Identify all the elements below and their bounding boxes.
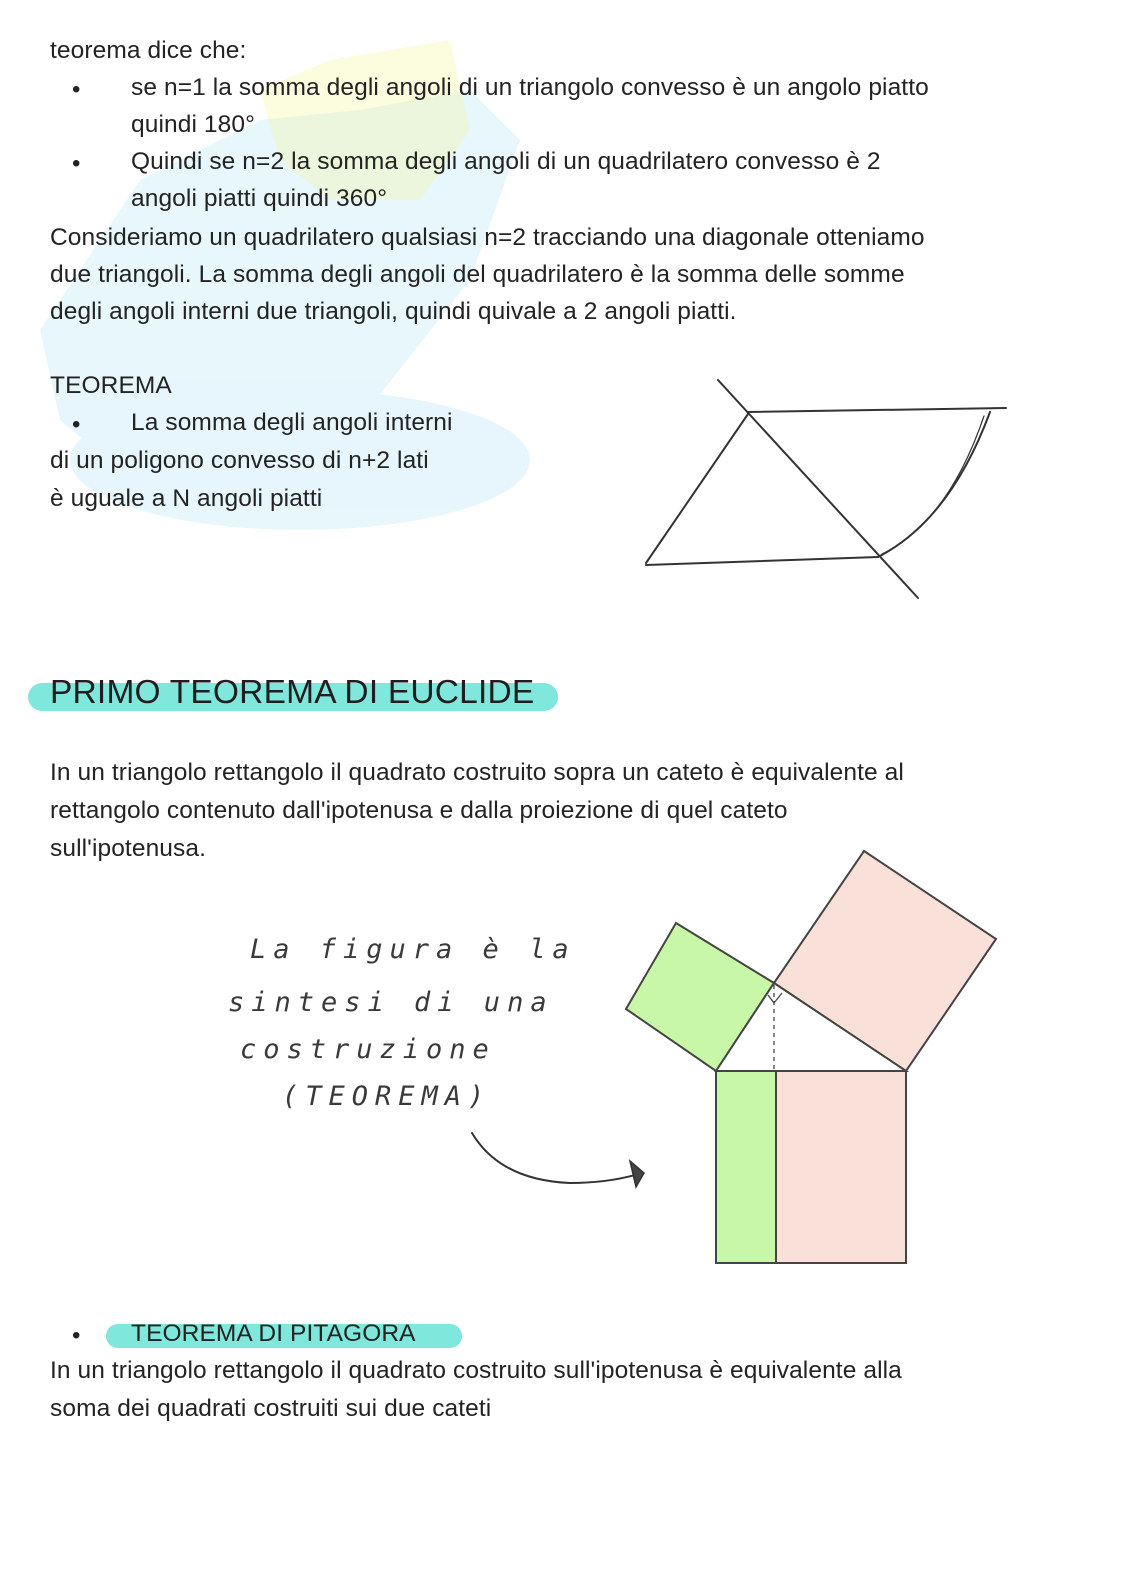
intro-paragraph-line: degli angoli interni due triangoli, quindi quivale a 2 angoli piatti. bbox=[50, 298, 737, 325]
diagram-edge bbox=[646, 414, 748, 563]
teorema-line: è uguale a N angoli piatti bbox=[50, 485, 323, 512]
projection-rect-small bbox=[716, 1071, 776, 1263]
pitagora-line: soma dei quadrati costruiti sui due cateti bbox=[50, 1395, 492, 1422]
intro-paragraph-line: due triangoli. La somma degli angoli del quadrilatero è la somma delle somme bbox=[50, 261, 905, 288]
teorema-heading: TEOREMA bbox=[50, 372, 172, 399]
euclide-line: sull'ipotenusa. bbox=[50, 835, 207, 862]
handwritten-note: La figura è la bbox=[250, 934, 576, 965]
euclid-figure bbox=[620, 845, 1010, 1275]
bullet-1-text: se n=1 la somma degli angoli di un triangolo convesso è un angolo piatto bbox=[131, 74, 929, 101]
intro-line: teorema dice che: bbox=[50, 37, 247, 64]
euclide-line: In un triangolo rettangolo il quadrato costruito sopra un cateto è equivalente al bbox=[50, 759, 904, 786]
diagram-edge bbox=[882, 416, 984, 554]
bullet-2-text: Quindi se n=2 la somma degli angoli di un quadrilatero convesso è 2 bbox=[131, 148, 881, 175]
bullet-dot: • bbox=[72, 150, 81, 177]
pitagora-line: In un triangolo rettangolo il quadrato costruito sull'ipotenusa è equivalente alla bbox=[50, 1357, 902, 1384]
bullet-dot: • bbox=[72, 1322, 81, 1349]
diagram-edge bbox=[878, 412, 990, 557]
diagram-edge bbox=[748, 408, 1006, 412]
diagram-edge bbox=[646, 557, 878, 565]
teorema-line: La somma degli angoli interni bbox=[131, 409, 453, 436]
quadrilateral-diagram bbox=[630, 370, 1030, 610]
bullet-2-cont: angoli piatti quindi 360° bbox=[131, 185, 388, 212]
bullet-1-cont: quindi 180° bbox=[131, 111, 255, 138]
bullet-dot: • bbox=[72, 76, 81, 103]
handwritten-note: sintesi di una bbox=[228, 987, 554, 1018]
bullet-dot: • bbox=[72, 411, 81, 438]
euclide-line: rettangolo contenuto dall'ipotenusa e dalla proiezione di quel cateto bbox=[50, 797, 788, 824]
projection-rect-large bbox=[776, 1071, 906, 1263]
handwritten-note: (TEOREMA) bbox=[282, 1081, 492, 1112]
pitagora-heading: TEOREMA DI PITAGORA bbox=[131, 1320, 416, 1347]
teorema-line: di un poligono convesso di n+2 lati bbox=[50, 447, 429, 474]
handwritten-note: costruzione bbox=[240, 1034, 496, 1065]
euclide-heading: PRIMO TEOREMA DI EUCLIDE bbox=[50, 674, 535, 711]
intro-paragraph-line: Consideriamo un quadrilatero qualsiasi n=2 tracciando una diagonale otteniamo bbox=[50, 224, 925, 251]
